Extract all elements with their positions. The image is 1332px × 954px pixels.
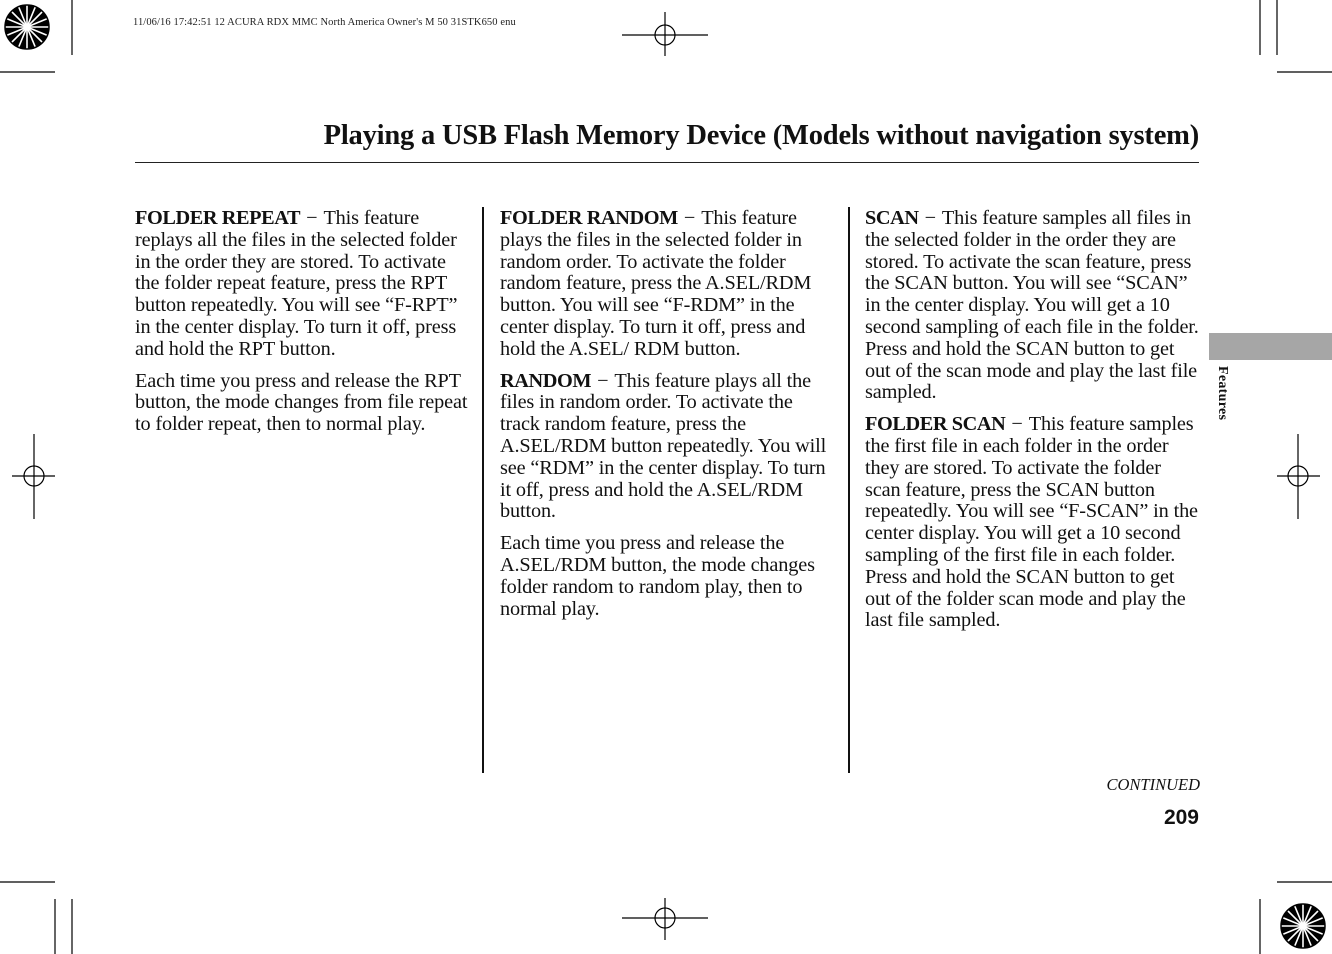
paragraph-scan	[865, 208, 1201, 404]
term-folder-random: FOLDER RANDOM	[500, 207, 678, 229]
paragraph-random-cycle	[500, 533, 836, 620]
term-scan: SCAN	[865, 207, 919, 229]
column-divider-1	[482, 207, 484, 773]
term-folder-repeat: FOLDER REPEAT	[135, 207, 301, 229]
continued-label: CONTINUED	[1106, 775, 1200, 794]
paragraph-text: This feature samples the first file in each folder in the order they are stored. To activate the folder scan feature, press the SCAN button repeatedly. You will see “F-SCAN” in the center display. You will get a 10 second sampling of the first file in each folder. Press and hold the SCAN button to get out of the folder scan mode and play the last file sampled.	[865, 413, 1198, 632]
column-3	[865, 208, 1201, 642]
paragraph-text: This feature samples all files in the selected folder in the order they are stored. To activate the scan feature, press the SCAN button. You will see “SCAN” in the center display. You will get a 10 second sampling of each file in the folder. Press and hold the SCAN button to get out of the scan mode and play the last file sampled.	[865, 207, 1199, 404]
print-job-header: 11/06/16 17:42:51 12 ACURA RDX MMC North America Owner's M 50 31STK650 enu	[133, 17, 516, 28]
section-tab-label	[1212, 366, 1234, 446]
dash: −	[683, 207, 696, 229]
term-folder-scan: FOLDER SCAN	[865, 413, 1006, 436]
page-number: 209	[1163, 806, 1199, 829]
paragraph-random	[500, 371, 836, 524]
dash: −	[306, 207, 318, 229]
paragraph-repeat-cycle	[135, 371, 471, 436]
paragraph-text: This feature plays the files in the selected folder in random order. To activate the folder random feature, press the A.SEL/RDM button. You will see “F-RDM” in the center display. To turn it off, press and hold the A.SEL/ RDM button.	[500, 207, 812, 360]
paragraph-folder-repeat	[135, 208, 471, 361]
dash: −	[597, 369, 609, 392]
starburst-bottom-right-icon	[1281, 904, 1325, 948]
column-2	[500, 208, 836, 630]
paragraph-text: Each time you press and release the RPT button, the mode changes from file repeat to folder repeat, then to normal play.	[135, 369, 468, 436]
column-divider-2	[848, 207, 850, 773]
dash: −	[1011, 413, 1023, 436]
column-1	[135, 208, 471, 446]
title-divider	[135, 162, 1199, 163]
dash: −	[924, 207, 936, 229]
page-title: Playing a USB Flash Memory Device (Models without navigation system)	[323, 120, 1199, 151]
paragraph-folder-scan	[865, 414, 1201, 632]
section-tab-marker	[1209, 333, 1332, 360]
paragraph-text: Each time you press and release the A.SEL/RDM button, the mode changes folder random to random play, then to normal play.	[500, 532, 815, 620]
section-tab-text: Features	[1215, 366, 1230, 421]
paragraph-folder-random	[500, 208, 836, 361]
term-random: RANDOM	[500, 369, 592, 392]
paragraph-text: This feature replays all the files in the selected folder in the order they are stored. To activate the folder repeat feature, press the RPT button repeatedly. You will see “F-RPT” in the center display. To turn it off, press and hold the RPT button.	[135, 207, 458, 360]
paragraph-text: This feature plays all the files in random order. To activate the track random feature, press the A.SEL/RDM button repeatedly. You will see “RDM” in the center display. To turn it off, press and hold the A.SEL/RDM button.	[500, 369, 827, 523]
starburst-top-left-icon	[5, 5, 49, 49]
